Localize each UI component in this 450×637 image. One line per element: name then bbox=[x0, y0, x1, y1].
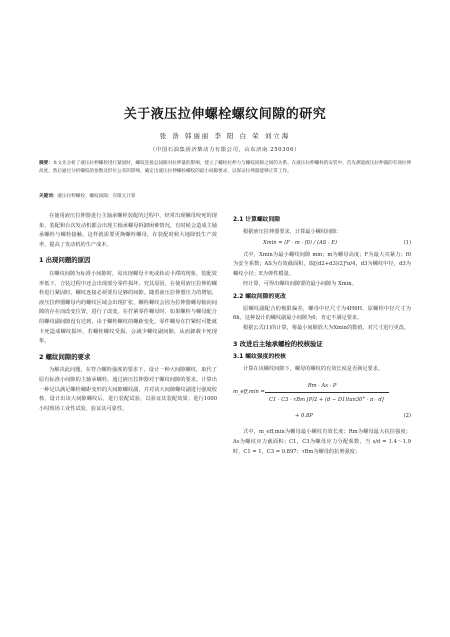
section-1-body: 在螺纹间隙为标准小间隙时，易出现螺母卡死或转动卡滞的现象，装配效率低下，合装过程中还会出现部分零件损坏。究其原因，在使用液压拉伸的螺栓进行紧固时，螺纹连接必须要有足够的间隙。随着液压拉伸器压力的增加，液压拉伸器螺母内的螺纹区域会出现扩张，螺栓螺纹会因为拉伸器螺母轴向间隙的存在而改变位置，进行了改变。在拧紧零件螺母时，如果螺栓与螺母配合的螺纹副间隙没有达到，由于螺栓螺纹的螺距变化，零件螺母在拧紧时可能就卡死造成螺纹损坏，若螺栓螺纹受损，会减少螺纹副间隙，从而卸载卡死现象。 bbox=[39, 270, 217, 345]
equation-1-number: (1) bbox=[403, 240, 411, 247]
right-column bbox=[233, 212, 411, 457]
author-list: 张 浩 韩丽丽 李 阳 白 荣 刘立海 bbox=[159, 132, 291, 140]
fraction-bar bbox=[265, 392, 389, 393]
equation-2 bbox=[233, 378, 411, 426]
equation-2-number: (2) bbox=[403, 413, 411, 420]
section-2-2-body-2: 根据公式(1)的计算，将最小间隙放大为Xmin的数值，对尺寸进行更改。 bbox=[243, 324, 410, 331]
section-3-1-heading: 3.1 螺纹强度的校核 bbox=[233, 354, 286, 361]
left-column bbox=[39, 212, 217, 414]
abstract bbox=[39, 160, 412, 176]
section-3-heading: 3 改进后主轴承螺栓的校核验证 bbox=[233, 339, 323, 348]
section-2-2-body: 原螺纹副配合的极限偏差，螺母中径尺寸为4H6H，原螺栓中径尺寸为6h。这种设计的螺纹副最小间隙为0，肯定不满足要求。 bbox=[233, 305, 411, 322]
equation-2-denominator: C1 · C3 · τBm [P/2 + (d − D1)tan30° · π · d] bbox=[269, 397, 384, 404]
section-2-2-heading: 2.2 螺纹间隙的更改 bbox=[233, 294, 286, 301]
intro-paragraph: 在使用液压拉伸器进行主轴承螺栓装配的过程中，经常出现螺母咬死的现象，装配和台次发动机都会出现主轴承螺母拆卸困难情况，有时候会造成主轴承螺栓与螺栓接触，这样就需要更换螺栓螺母，在装配时候大地降低生产效率，提高了发动机的生产成本。 bbox=[39, 213, 217, 248]
equation-1-conclusion: 经计算，可得出螺纹间隙要的最小间隙为 Xmin。 bbox=[243, 280, 357, 287]
section-2-heading: 2 螺纹间隙的要求 bbox=[39, 352, 91, 361]
equation-2-tail: + 0.8P bbox=[295, 413, 313, 420]
section-2-1-body: 根据液压拉伸器要求，计算最小螺纹间隙： bbox=[243, 228, 342, 235]
affiliation: （中国石油集团济柴动力有限公司，山东济南 250306） bbox=[150, 147, 300, 153]
abstract-text: 本文先分析了液压拉伸螺栓进行紧固时，螺纹连接总间隙对拉伸量的影响，建立了螺栓拉伸力与螺纹间隙之间的关系。在液压拉伸螺栓的安装中，首先测量液压拉伸器的有效拉伸高度，然后通过分析螺纹的参数及形位公差的影响，确定出液压拉伸螺栓螺纹的最小间隙要求，以保证拉伸器能够正常工作。 bbox=[39, 161, 412, 174]
section-2-body: 为解决此问题，在符合螺栓强度的要求下，设计一种大间隙螺纹，取代了原有标准小间隙的主轴承螺栓。通过液压拉伸器对于螺纹间隙的要求，计算出一种足以满足螺栓螺距变形的大间隙螺纹副，并对该大间隙螺纹副进行强度校核，设计出该大间隙螺纹后，进行装配试验，以验证其装配效果；进行1000小时现场工业性试验，验证其可靠性。 bbox=[39, 367, 217, 412]
equation-2-description: 式中，m_eff,min为螺母最小螺纹有效长度；Rm为螺母最大抗拉强度；As为螺纹应力截面积；C1，C3为螺母应力分配系数，当 s/d = 1.4～1.9时，C1 = 1，C3 = 0.897；τBm为螺母的抗剪强度； bbox=[233, 429, 411, 455]
section-1-heading: 1 出现问题的原因 bbox=[39, 256, 91, 265]
keywords-text: 液压拉伸螺栓；螺纹间隙；有限元计算 bbox=[57, 194, 136, 199]
equation-1-description: 式中，Xmin为最小螺纹间隙 mm；m为螺母高度；F为最大夹紧力；f0为安全系数；AS为有效截面积，取[(d2+d3)/2]²π/4，d3为螺纹中径，d3为螺纹小径；E为弹性模量。 bbox=[233, 251, 411, 277]
section-3-1-body: 计算在该螺纹间隙下，螺母的螺纹的有效长度是否满足要求。 bbox=[243, 365, 384, 372]
section-2-1-heading: 2.1 计算螺纹间隙 bbox=[233, 217, 281, 223]
equation-2-lhs: m_eff,min = bbox=[233, 389, 265, 396]
equation-1-text: Xmin = (F · m · f0) / (AS · E) bbox=[263, 240, 338, 247]
abstract-label: 摘要： bbox=[39, 161, 53, 166]
equation-1 bbox=[233, 237, 411, 251]
paper-title: 关于液压拉伸螺栓螺纹间隙的研究 bbox=[123, 107, 327, 122]
keywords-label: 关键词： bbox=[39, 194, 58, 199]
keywords bbox=[39, 193, 412, 201]
equation-2-numerator: Rm · As · P bbox=[307, 383, 337, 390]
